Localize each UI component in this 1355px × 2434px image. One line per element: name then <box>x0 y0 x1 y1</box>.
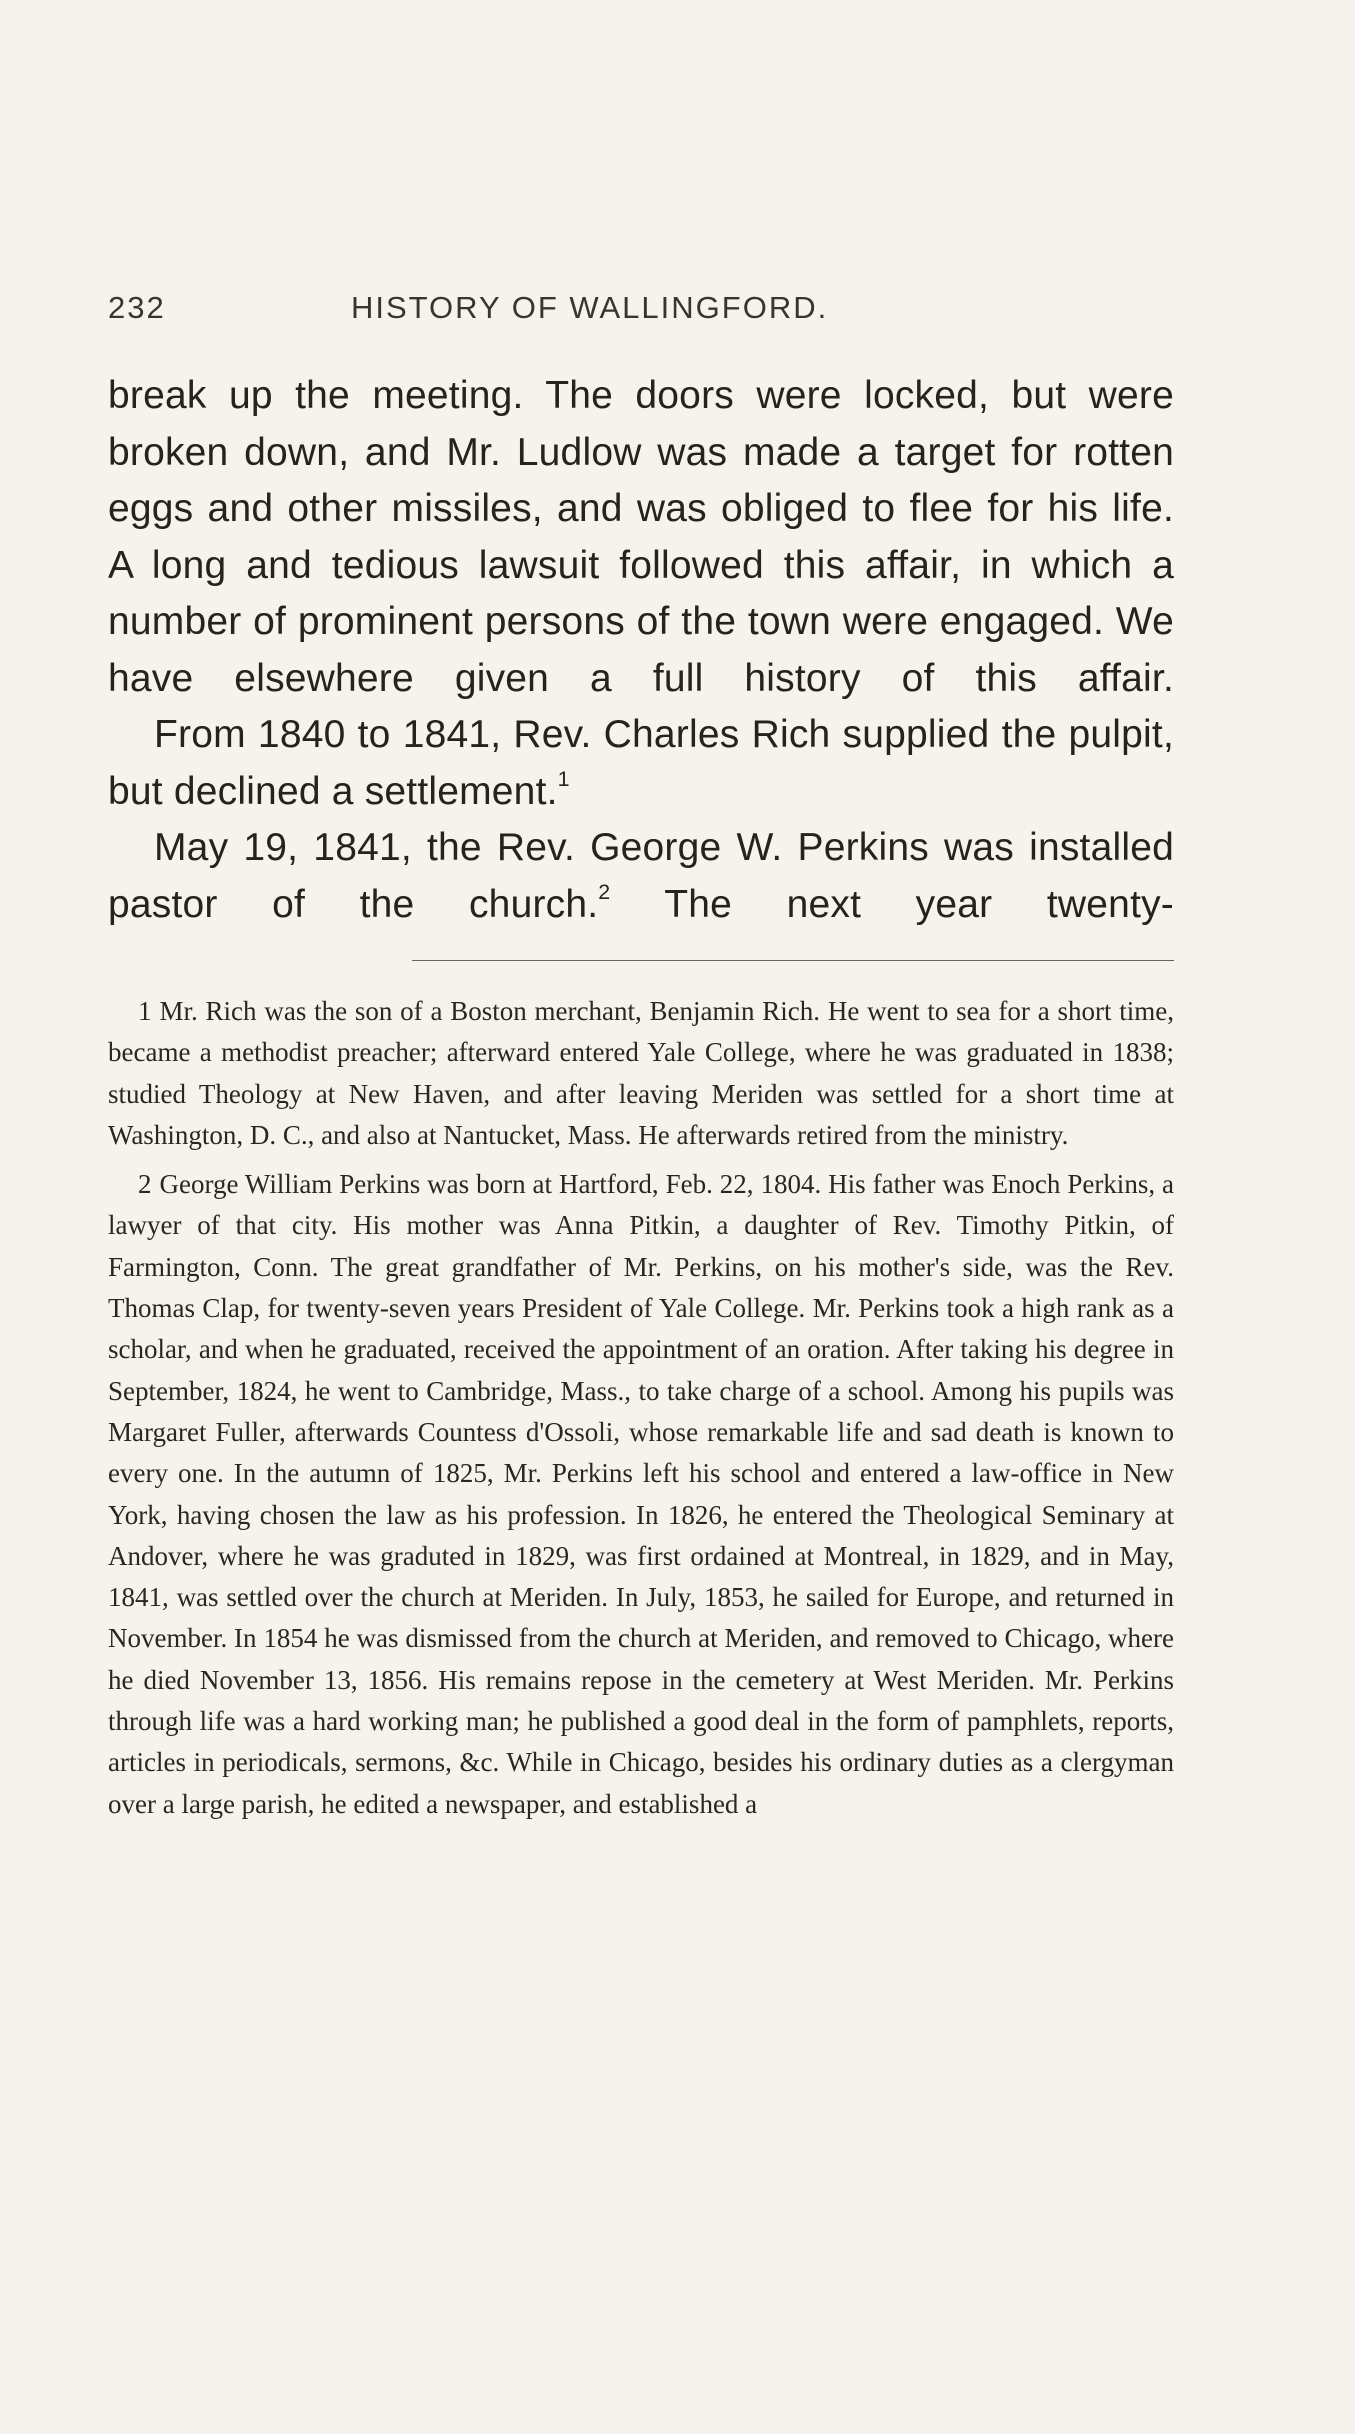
page-number: 232 <box>108 290 166 325</box>
footnote-number: 1 <box>138 996 152 1026</box>
footnote-text: Mr. Rich was the son of a Boston merchant, Benjamin Rich. He went to sea for a short time, became a methodist preacher; afterward entered Yale College, where he was graduated in 1838; studied Theology at New Haven, and after leaving Meriden was settled for a short time at Washington, D. C., and also at Nantucket, Mass. He afterwards retired from the ministry. <box>108 996 1174 1150</box>
footnote-reference: 2 <box>598 880 611 905</box>
paragraph-text: From 1840 to 1841, Rev. Charles Rich supplied the pulpit, but declined a settlement. <box>108 713 1174 813</box>
footnote-reference: 1 <box>557 767 570 792</box>
footnote-text: George William Perkins was born at Hartford, Feb. 22, 1804. His father was Enoch Perkins, a lawyer of that city. His mother was Anna Pitkin, a daughter of Rev. Timothy Pitkin, of Farmington, Conn. The great grandfather of Mr. Perkins, on his mother's side, was the Rev. Thomas Clap, for twenty-seven years President of Yale College. Mr. Perkins took a high rank as a scholar, and when he graduated, received the appointment of an oration. After taking his degree in September, 1824, he went to Cambridge, Mass., to take charge of a school. Among his pupils was Margaret Fuller, afterwards Countess d'Ossoli, whose remarkable life and sad death is known to every one. In the autumn of 1825, Mr. Perkins left his school and entered a law-office in New York, having chosen the law as his profession. In 1826, he entered the Theological Seminary at Andover, where he was graduted in 1829, was first ordained at Montreal, in 1829, and in May, 1841, was settled over the church at Meriden. In July, 1853, he sailed for Europe, and returned in November. In 1854 he was dismissed from the church at Meriden, and removed to Chicago, where he died November 13, 1856. His remains repose in the cemetery at West Meriden. Mr. Perkins through life was a hard working man; he published a good deal in the form of pamphlets, reports, articles in periodicals, sermons, &c. While in Chicago, besides his ordinary duties as a clergyman over a large parish, he edited a newspaper, and established a <box>108 1169 1174 1819</box>
body-paragraph: break up the meeting. The doors were locked, but were broken down, and Mr. Ludlow was made a target for rotten eggs and other missiles, and was obliged to flee for his life. A long and tedious lawsuit followed this affair, in which a number of prominent persons of the town were engaged. We have elsewhere given a full history of this affair. <box>108 374 1174 700</box>
body-text <box>108 368 1174 933</box>
footnote-divider <box>412 960 1174 961</box>
footnote <box>108 991 1174 1156</box>
book-page <box>108 290 1174 1825</box>
footnote <box>108 1164 1174 1825</box>
footnotes <box>108 991 1174 1825</box>
paragraph-text: May 19, 1841, the Rev. George W. Perkins was installed pastor of the church. <box>108 826 1174 926</box>
running-title: HISTORY OF WALLINGFORD. <box>351 290 829 325</box>
paragraph-text: The next year twenty- <box>610 882 1174 926</box>
footnote-number: 2 <box>138 1169 152 1200</box>
body-paragraph <box>108 820 1174 933</box>
body-paragraph <box>108 707 1174 820</box>
running-header <box>108 290 1174 338</box>
